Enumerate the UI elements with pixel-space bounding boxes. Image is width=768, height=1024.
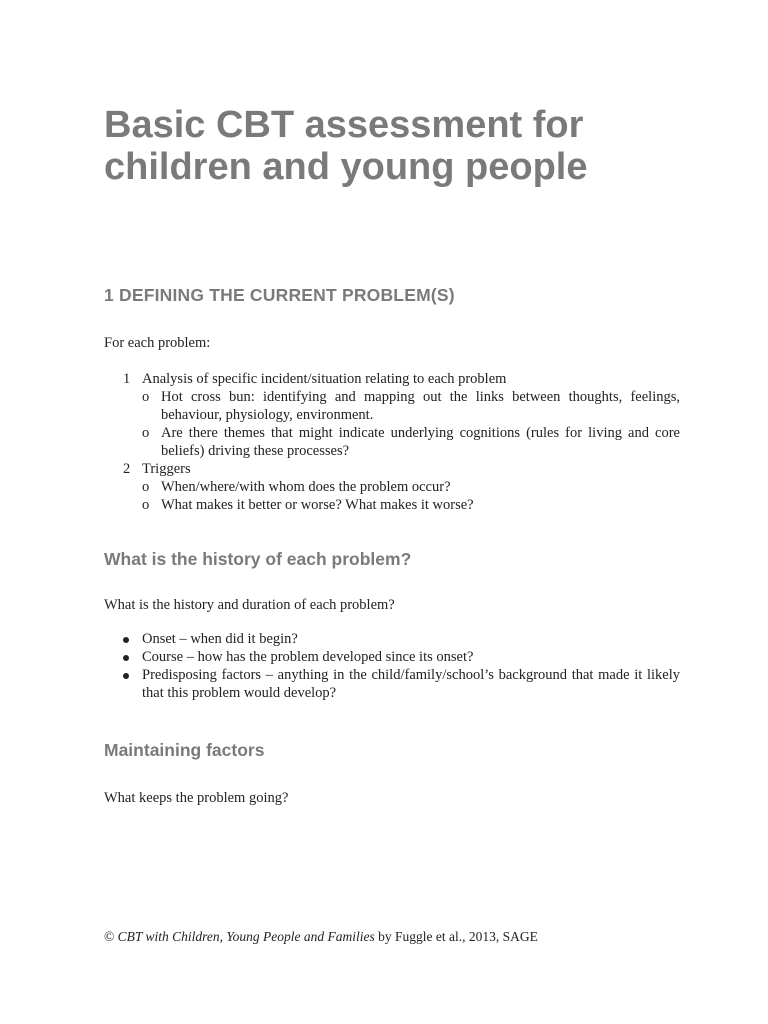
bullet-dot-icon <box>123 655 129 661</box>
sub-list-item-text: Are there themes that might indicate underlying cognitions (rules for living and core beliefs) driving these processes? <box>161 425 680 459</box>
sub-list-item <box>104 424 680 460</box>
sub-list-item-text: Hot cross bun: identifying and mapping out the links between thoughts, feelings, behaviour, physiology, environment. <box>161 389 680 423</box>
footer-credit: by Fuggle et al., 2013, SAGE <box>378 929 538 944</box>
sub-list-item-text: What makes it better or worse? What makes it worse? <box>161 497 474 513</box>
copyright-symbol: © <box>104 929 115 944</box>
circle-bullet: o <box>142 389 150 405</box>
maintaining-question: What keeps the problem going? <box>104 790 289 806</box>
sub-list-item-text: When/where/with whom does the problem occur? <box>161 479 451 495</box>
history-heading: What is the history of each problem? <box>104 549 412 569</box>
circle-bullet: o <box>142 425 150 441</box>
bullet-item-text: Onset – when did it begin? <box>142 631 298 647</box>
circle-bullet: o <box>142 497 150 513</box>
book-title: CBT with Children, Young People and Families <box>117 929 375 944</box>
sub-list-item <box>104 478 680 496</box>
bullet-item <box>104 630 680 648</box>
list-number: 1 <box>123 371 131 387</box>
list-item-text: Triggers <box>142 461 191 477</box>
history-intro: What is the history and duration of each problem? <box>104 597 395 613</box>
bullet-item <box>104 648 680 666</box>
page-title: Basic CBT assessment for children and young people <box>104 104 588 188</box>
maintaining-heading: Maintaining factors <box>104 740 265 760</box>
list-item <box>104 370 680 388</box>
sub-list-item <box>104 496 680 514</box>
list-number: 2 <box>123 461 131 477</box>
bullet-item-text: Predisposing factors – anything in the child/family/school’s background that made it likely that this problem would develop? <box>142 667 680 701</box>
copyright-footer <box>104 928 538 946</box>
numbered-list <box>104 370 680 514</box>
bullet-list <box>104 630 680 702</box>
bullet-item-text: Course – how has the problem developed since its onset? <box>142 649 474 665</box>
list-item <box>104 460 680 478</box>
section-intro: For each problem: <box>104 335 211 351</box>
bullet-dot-icon <box>123 673 129 679</box>
document-page <box>104 0 680 1024</box>
bullet-dot-icon <box>123 637 129 643</box>
circle-bullet: o <box>142 479 150 495</box>
list-item-text: Analysis of specific incident/situation relating to each problem <box>142 371 507 387</box>
section-heading-defining-problems: 1 DEFINING THE CURRENT PROBLEM(S) <box>104 285 455 305</box>
bullet-item <box>104 666 680 702</box>
sub-list-item <box>104 388 680 424</box>
